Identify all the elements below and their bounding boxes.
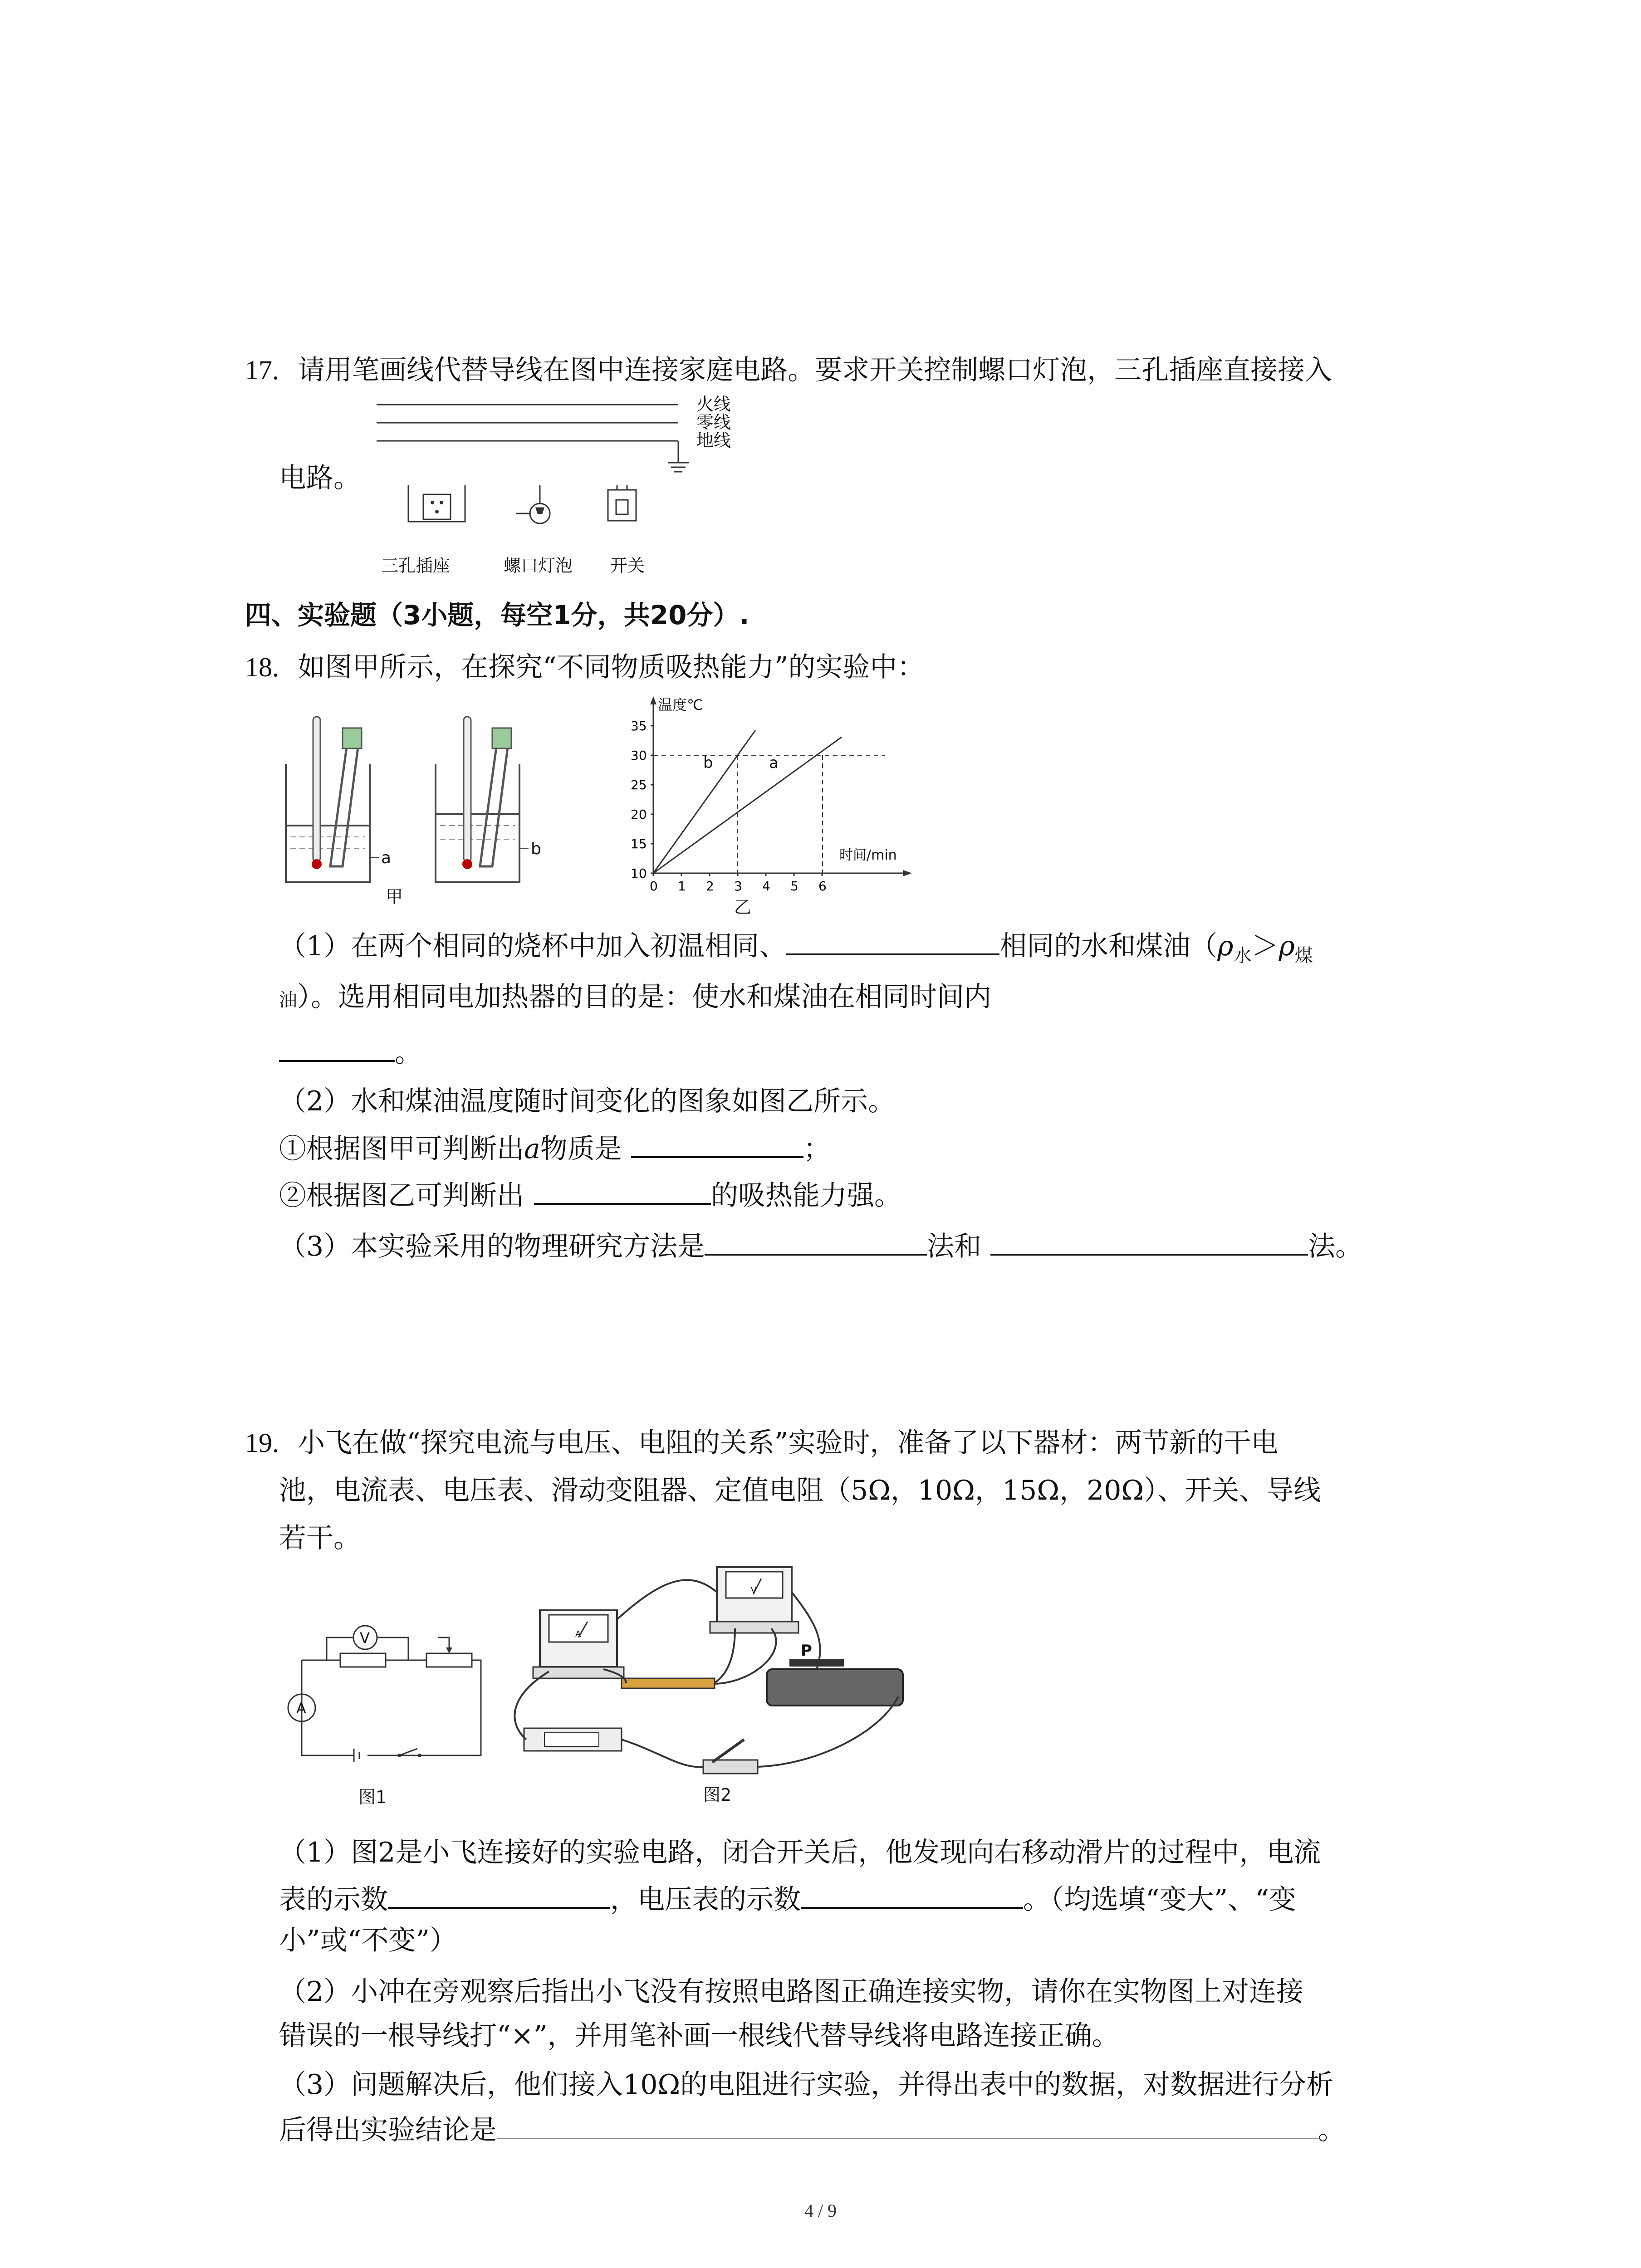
q18-p1-line3 (279, 1036, 422, 1069)
q19-p1-text-b: 表的示数 (279, 1884, 388, 1916)
q17-number: 17. (245, 355, 279, 385)
q18-p2-1-end: ； (803, 1133, 831, 1165)
slider-label-p: P (801, 1642, 812, 1660)
q19-line1 (245, 1427, 1278, 1459)
rho-symbol: ρ (1217, 930, 1234, 962)
graph-line-b-label: b (703, 754, 713, 772)
q18-p1-text-b: 相同的水和煤油（ (999, 930, 1218, 962)
q18-p1-text-a: （1）在两个相同的烧杯中加入初温相同、 (279, 930, 787, 962)
q18-blank-6[interactable] (990, 1230, 1308, 1256)
q18-p2-1-text-b: 物质是 (540, 1133, 622, 1165)
greater-than: ＞ (1251, 930, 1279, 962)
q17-line2: 电路。 (279, 462, 361, 494)
q18-p1-end: 。 (395, 1037, 422, 1069)
q19-text2: 池，电流表、电压表、滑动变阻器、定值电阻（5Ω，10Ω，15Ω，20Ω）、开关、导线 (279, 1475, 1321, 1506)
q18-p2-2 (279, 1179, 901, 1212)
rho-symbol-2: ρ (1279, 930, 1295, 962)
q19-p2-line2: 错误的一根导线打“×”，并用笔补画一根线代替导线将电路连接正确。 (279, 2020, 1119, 2052)
q18-p2-1-italic-a: a (524, 1133, 540, 1165)
svg-text:V: V (751, 1586, 757, 1595)
q18-p2-1-text-a: ①根据图甲可判断出 (279, 1133, 524, 1165)
q18-p3-text-c: 法。 (1308, 1231, 1363, 1262)
q18-blank-4[interactable] (534, 1179, 711, 1205)
x-tick-label: 2 (706, 879, 714, 894)
x-tick-label: 0 (650, 879, 658, 894)
svg-text:A: A (575, 1629, 581, 1639)
graph-y-axis-label: 温度℃ (658, 696, 703, 714)
q18-intro: 如图甲所示，在探究“不同物质吸热能力”的实验中： (298, 651, 925, 683)
q18-p2-2-text-b: 的吸热能力强。 (711, 1180, 901, 1212)
q18-p2: （2）水和煤油温度随时间变化的图象如图乙所示。 (279, 1085, 896, 1117)
q19-fig1-circuit-diagram (272, 1619, 499, 1810)
q19-p1-text-c: ，电压表的示数 (610, 1884, 801, 1916)
y-tick-label: 30 (631, 748, 647, 763)
q19-blank-2[interactable] (801, 1883, 1023, 1909)
x-tick-label: 1 (678, 879, 686, 894)
q17-text1: 请用笔画线代替导线在图中连接家庭电路。要求开关控制螺口灯泡，三孔插座直接接入 (298, 354, 1332, 386)
q18-p3-text-b: 法和 (927, 1231, 982, 1262)
fig2-caption: 图2 (703, 1785, 732, 1805)
graph-x-axis-label: 时间/min (839, 847, 897, 863)
q18-p3 (279, 1230, 1362, 1263)
q17-line1 (245, 354, 1332, 386)
q18-blank-3[interactable] (631, 1133, 803, 1158)
q18-p1-line2 (279, 981, 1008, 1017)
q18-p3-text-a: （3）本实验采用的物理研究方法是 (279, 1231, 705, 1262)
rho-water-sub: 水 (1233, 945, 1252, 966)
y-tick-label: 35 (631, 719, 647, 733)
y-tick-label: 25 (631, 777, 647, 792)
q19-text1: 小飞在做“探究电流与电压、电阻的关系”实验时，准备了以下器材：两节新的干电 (298, 1427, 1279, 1459)
q18-p1-text-c: ）。选用相同电加热器的目的是：使水和煤油在相同时间内 (297, 981, 991, 1013)
y-tick-label: 10 (631, 866, 647, 881)
ammeter-symbol: A (296, 1700, 306, 1717)
q18-blank-2-cont[interactable] (279, 1036, 395, 1062)
q18-fig-jia-beakers (277, 712, 594, 912)
q17-household-circuit-figure (372, 395, 744, 581)
x-tick-label: 4 (762, 879, 770, 894)
q18-blank-1[interactable] (786, 930, 999, 955)
q19-p3-line1: （3）问题解决后，他们接入10Ω的电阻进行实验，并得出表中的数据，对数据进行分析 (279, 2069, 1334, 2101)
rho-oil-sub: 煤 (1294, 945, 1313, 966)
q18-fig-yi-graph (612, 696, 921, 919)
label-a: a (381, 849, 392, 867)
section-4-heading: 四、实验题（3小题，每空1分，共20分）. (245, 600, 749, 631)
q19-fig2-physical-circuit (499, 1560, 935, 1810)
fig-yi-caption: 乙 (734, 897, 752, 917)
q18-intro-line (245, 651, 924, 684)
label-bulb: 螺口灯泡 (504, 556, 573, 576)
q19-p1-text-d: 。（均选填“变大”、“变 (1023, 1884, 1297, 1916)
q19-blank-1[interactable] (388, 1883, 610, 1909)
q19-text3: 若干。 (279, 1522, 361, 1554)
q19-p2-line1: （2）小冲在旁观察后指出小飞没有按照电路图正确连接实物，请你在实物图上对连接 (279, 1976, 1304, 2008)
x-tick-label: 3 (734, 879, 742, 894)
q19-number: 19. (245, 1428, 279, 1458)
q18-p2-1 (279, 1133, 831, 1165)
y-tick-label: 20 (631, 807, 647, 822)
label-switch: 开关 (610, 556, 645, 576)
label-socket: 三孔插座 (381, 556, 451, 576)
label-b: b (531, 840, 541, 858)
q19-blank-3[interactable] (497, 2114, 1318, 2139)
q19-p3-end: 。 (1318, 2114, 1345, 2146)
label-live-wire: 火线 (696, 395, 731, 414)
label-ground-wire: 地线 (696, 430, 731, 450)
q18-blank-5[interactable] (705, 1230, 927, 1256)
page-number: 4 / 9 (804, 2200, 837, 2221)
label-neutral-wire: 零线 (696, 412, 731, 432)
fig-jia-caption: 甲 (386, 887, 403, 907)
q18-p2-2-text-a: ②根据图乙可判断出 (279, 1180, 524, 1212)
graph-line-a-label: a (769, 754, 779, 772)
q19-p3-line2 (279, 2114, 1345, 2146)
q18-p1-line1 (279, 930, 1313, 972)
q19-p1-line1: （1）图2是小飞连接好的实验电路，闭合开关后，他发现向右移动滑片的过程中，电流 (279, 1837, 1321, 1868)
fig1-caption: 图1 (358, 1787, 387, 1807)
q19-p1-line2 (279, 1883, 1296, 1916)
q19-p3-text-b: 后得出实验结论是 (279, 2114, 497, 2146)
rho-oil-sub-end: 油 (279, 990, 297, 1011)
voltmeter-symbol: V (360, 1629, 370, 1647)
y-tick-label: 15 (631, 836, 647, 851)
q19-p1-line3: 小”或“不变”） (279, 1925, 457, 1956)
x-tick-label: 6 (818, 879, 827, 894)
q18-number: 18. (245, 652, 279, 682)
x-tick-label: 5 (790, 879, 798, 894)
